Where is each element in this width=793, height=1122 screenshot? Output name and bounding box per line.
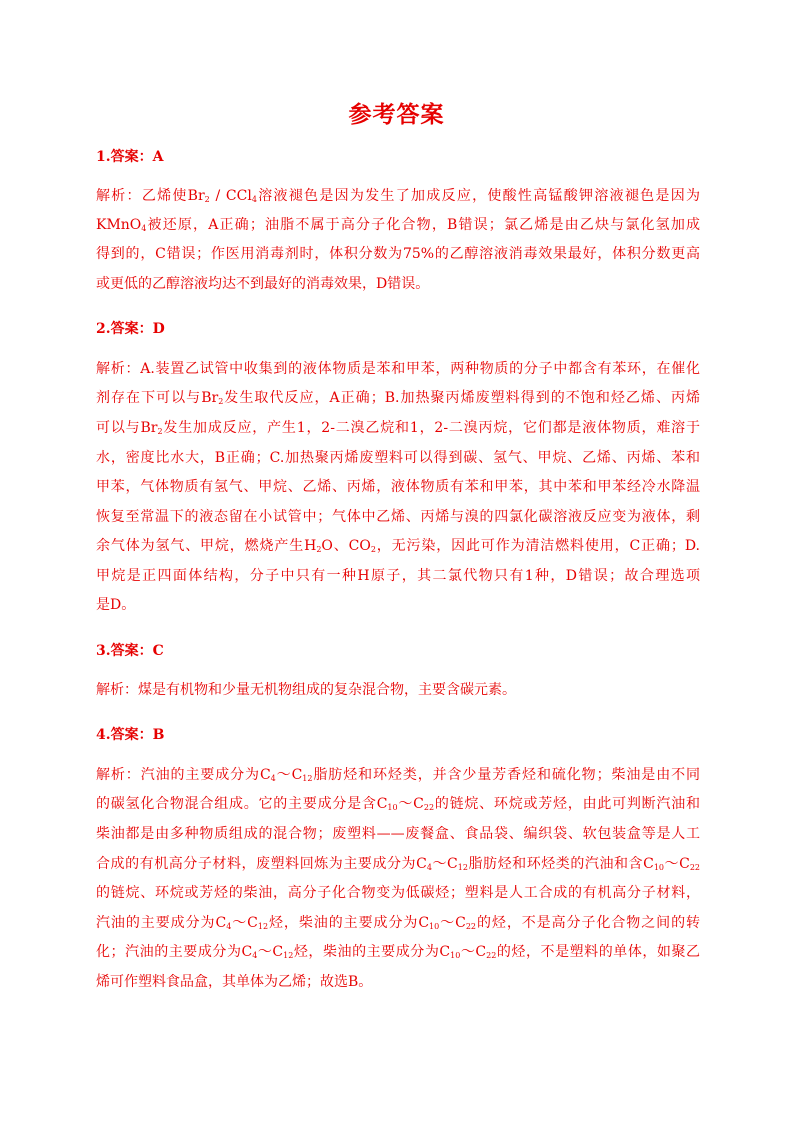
explanation-line: 柴油都是由多种物质组成的混合物；废塑料——废餐盒、食品袋、编织袋、软包装盒等是人工 — [96, 826, 700, 842]
explanation-line: KMnO$_4$被还原，A正确；油脂不属于高分子化合物，B错误；氯乙烯是由乙炔与氯化氢加成 — [96, 217, 700, 233]
explanation-line: 解析：乙烯使$Br_2 / CCl_4$溶液褪色是因为发生了加成反应，使酸性高锰酸钾溶液褪色是因为 — [96, 188, 700, 204]
explanation-line: 甲苯，气体物质有氢气、甲烷、乙烯、丙烯，液体物质有苯和甲苯，其中苯和甲苯经冷水降温 — [96, 479, 700, 495]
answer-heading-3: 3.答案：C — [96, 643, 164, 659]
explanation-line: 合成的有机高分子材料，废塑料回炼为主要成分为$C_4\sim C_{12}$脂肪烃和环烃类的汽油和含$C_{10}\sim C_{22}$ — [96, 856, 700, 872]
explanation-line: 汽油的主要成分为$C_4\sim C_{12}$烃，柴油的主要成分为$C_{10}\sim C_{22}$的烃，不是高分子化合物之间的转 — [96, 915, 700, 931]
explanation-line: 的碳氢化合物混合组成。它的主要成分是含$C_{10}\sim C_{22}$的链烷、环烷或芳烃，由此可判断汽油和 — [96, 796, 700, 812]
explanation-line: 或更低的乙醇溶液均达不到最好的消毒效果，D错误。 — [96, 276, 430, 292]
explanation-line: 是D。 — [96, 597, 136, 613]
explanation-line: 的链烷、环烷或芳烃的柴油，高分子化合物变为低碳烃；塑料是人工合成的有机高分子材料， — [96, 885, 700, 901]
explanation-line: 解析：煤是有机物和少量无机物组成的复杂混合物，主要含碳元素。 — [96, 682, 516, 698]
explanation-line: 得到的，C错误；作医用消毒剂时，体积分数为75%的乙醇溶液消毒效果最好，体积分数更高 — [96, 246, 700, 262]
answer-heading-2: 2.答案：D — [96, 321, 165, 337]
explanation-line: 解析：A.装置乙试管中收集到的液体物质是苯和甲苯，两种物质的分子中都含有苯环，在催化 — [96, 361, 700, 377]
explanation-line: 水，密度比水大，B正确；C.加热聚丙烯废塑料可以得到碳、氢气、甲烷、乙烯、丙烯、苯和 — [96, 450, 700, 466]
explanation-line: 恢复至常温下的液态留在小试管中；气体中乙烯、丙烯与溴的四氯化碳溶液反应变为液体，剩 — [96, 509, 700, 525]
answer-heading-1: 1.答案：A — [96, 149, 164, 165]
explanation-line: 烯可作塑料食品盒，其单体为乙烯；故选B。 — [96, 974, 373, 990]
answer-heading-4: 4.答案：B — [96, 727, 165, 743]
explanation-line: 可以与$Br_2$发生加成反应，产生1，2-二溴乙烷和1，2-二溴丙烷，它们都是液体物质，难溶于 — [96, 420, 700, 436]
explanation-line: 余气体为氢气、甲烷，燃烧产生$H_2O$、$CO_2$，无污染，因此可作为清洁燃料使用，C正确；D. — [96, 538, 700, 554]
explanation-line: 化；汽油的主要成分为$C_4\sim C_{12}$烃，柴油的主要成分为$C_{10}\sim C_{22}$的烃，不是塑料的单体，如聚乙 — [96, 944, 700, 960]
page-title: 参考答案 — [348, 101, 445, 128]
explanation-line: 解析：汽油的主要成分为$C_4\sim C_{12}$脂肪烃和环烃类，并含少量芳香烃和硫化物；柴油是由不同 — [96, 767, 700, 783]
explanation-line: 甲烷是正四面体结构，分子中只有一种H原子，其二氯代物只有1种，D错误；故合理选项 — [96, 568, 700, 584]
explanation-line: 剂存在下可以与$Br_2$发生取代反应，A正确；B.加热聚丙烯废塑料得到的不饱和烃乙烯、丙烯 — [96, 390, 700, 406]
